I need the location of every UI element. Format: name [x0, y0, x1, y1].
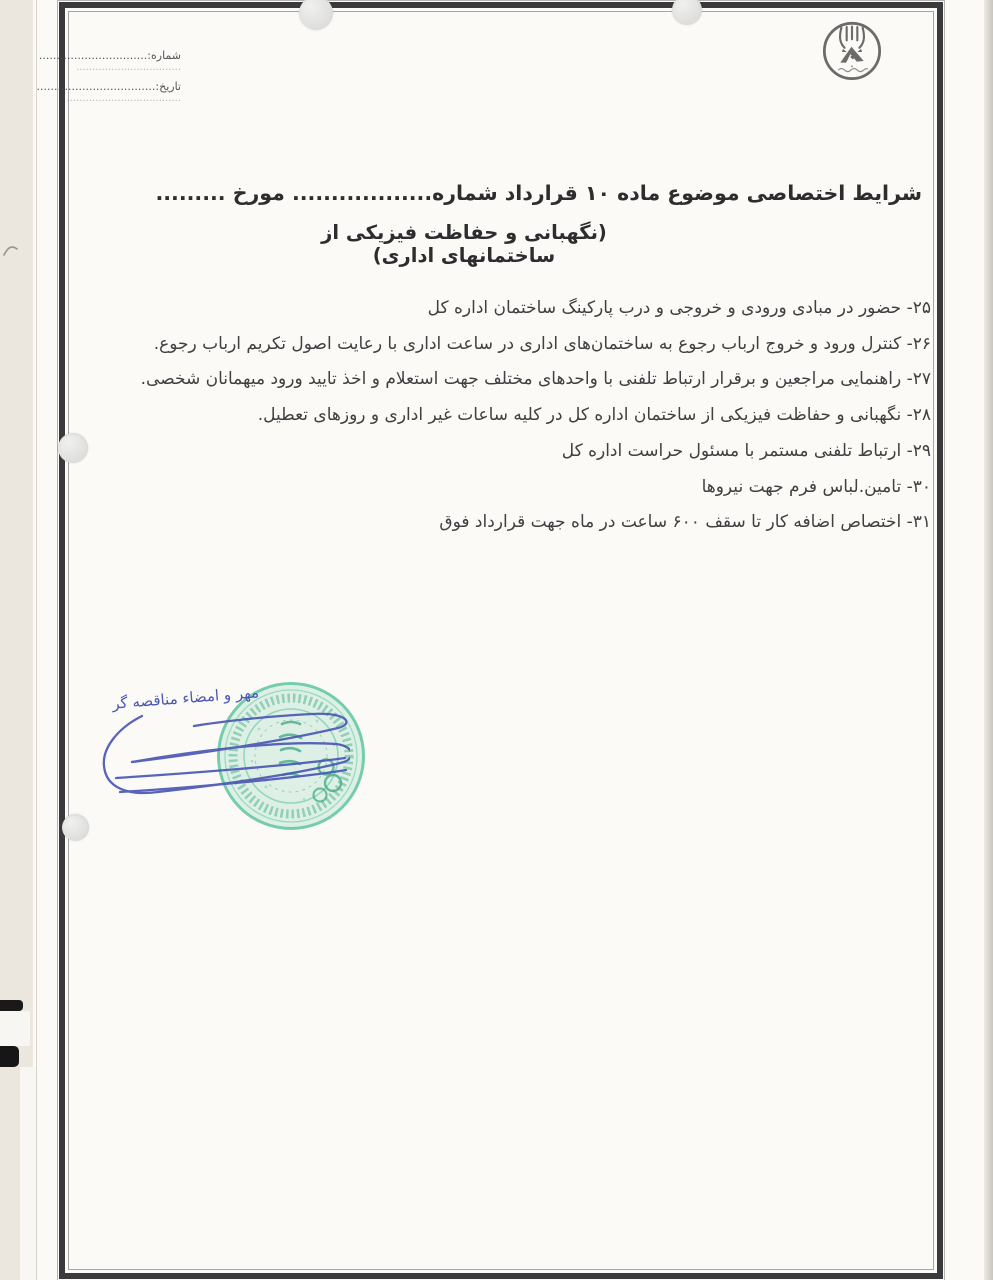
clause-item-29: ۲۹- ارتباط تلفنی مستمر با مسئول حراست اداره کل [561, 440, 931, 461]
date-field: تاریخ:.................................. [36, 80, 181, 93]
clause-item-28: ۲۸- نگهبانی و حفاظت فیزیکی از ساختمان اداره کل در کلیه ساعات غیر اداری و روزهای تعطیل. [257, 405, 931, 426]
scan-artifact-white-patch [0, 1011, 30, 1046]
scan-artifact-black-mark-2 [0, 1046, 19, 1067]
date-field-ghost-dots: .................................... [66, 93, 181, 104]
special-conditions-list [71, 291, 931, 541]
clause-item-31: ۳۱- اختصاص اضافه کار تا سقف ۶۰۰ ساعت در ماه جهت قرارداد فوق [439, 512, 931, 533]
scan-artifact-right-strip [984, 0, 993, 1280]
scan-artifact-page-edge [36, 0, 37, 1280]
signature-scribble-icon [98, 700, 350, 812]
clause-item-25: ۲۵- حضور در مبادی ورودی و خروجی و درب پارکینگ ساختمان اداره کل [427, 298, 931, 318]
clause-item-27: ۲۷- راهنمایی مراجعین و برقرار ارتباط تلفنی با واحدهای مختلف جهت استعلام و اخذ تایید ورود میهمانان شخصی. [140, 369, 931, 390]
clause-item-30: ۳۰- تامین.لباس فرم جهت نیروها [701, 476, 931, 497]
clause-item-26: ۲۶- کنترل ورود و خروج ارباب رجوع به ساختمان‌های اداری در ساعت اداری با رعایت اصول تکریم ارباب رجوع. [153, 333, 931, 354]
organization-emblem-icon [818, 18, 886, 86]
scan-artifact-left-strip-light [20, 1067, 36, 1280]
punch-hole-left-upper [58, 433, 88, 463]
scan-artifact-black-mark-1 [0, 1000, 23, 1011]
document-title-line2: (نگهبانی و حفاظت فیزیکی از ساختمانهای اداری) [321, 221, 607, 267]
scan-artifact-pen-mark [2, 242, 20, 260]
document-title-line1: شرایط اختصاصی موضوع ماده ۱۰ قرارداد شماره.................. مورخ ......... [155, 181, 922, 205]
number-field-ghost-dots: ................................. [76, 62, 181, 73]
stamp-signature-caption: مهر و امضاء مناقصه گر [111, 683, 260, 713]
number-field: شماره:............................... [38, 49, 181, 62]
header-fields [37, 49, 181, 111]
punch-hole-left-lower [62, 814, 89, 841]
